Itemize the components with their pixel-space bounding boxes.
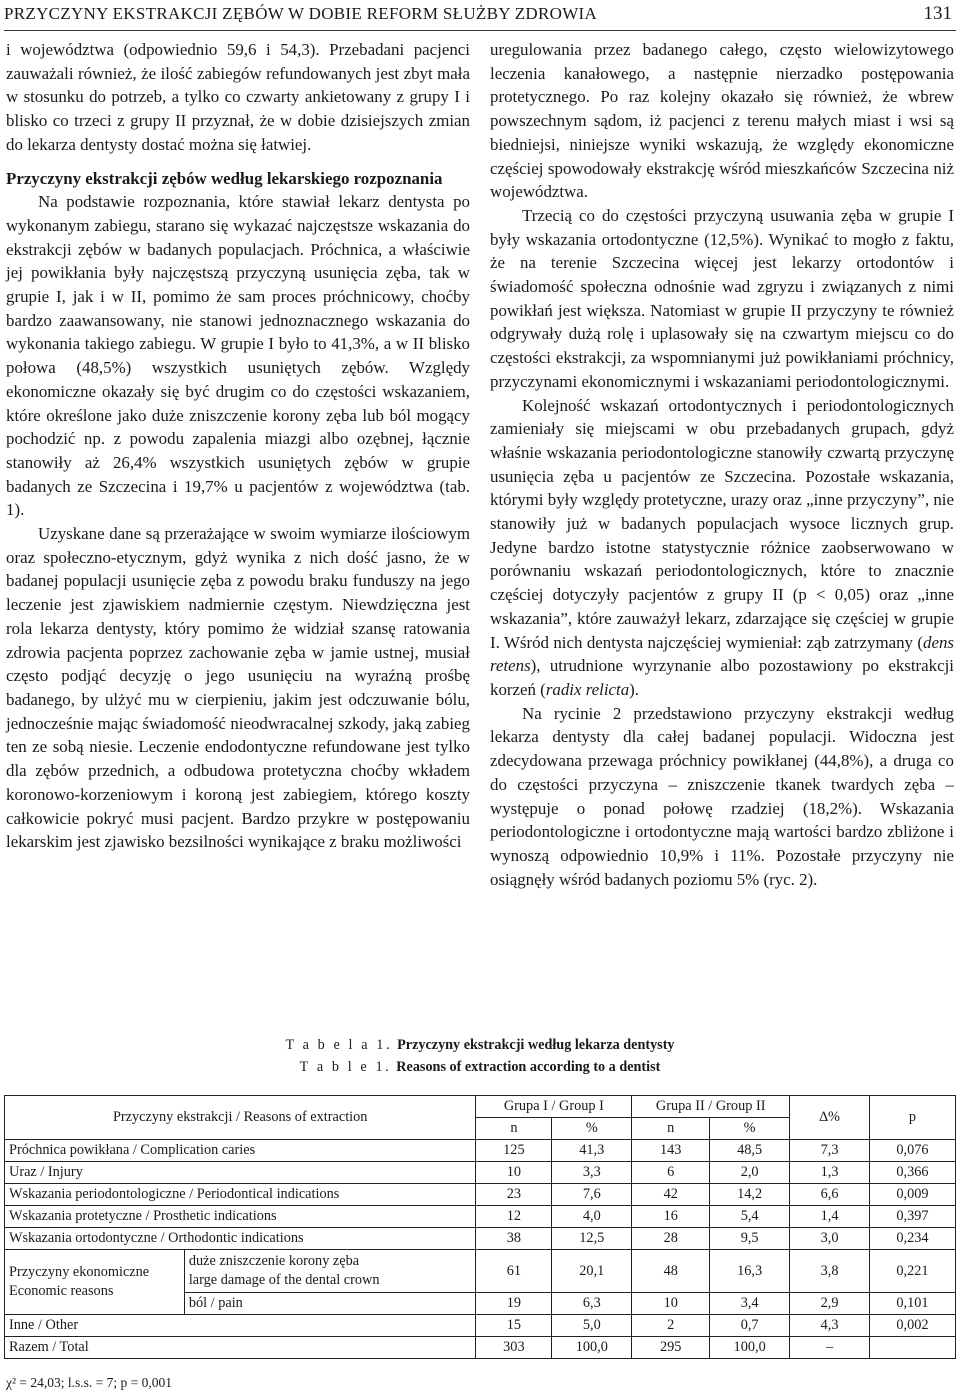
cell-n2: 10	[632, 1293, 710, 1315]
cell-pct1: 12,5	[552, 1228, 632, 1250]
cell-n1: 23	[476, 1184, 552, 1206]
cell-n2: 2	[632, 1315, 710, 1337]
table-row	[5, 1315, 956, 1337]
row-label: Inne / Other	[5, 1315, 476, 1337]
econ-group-label	[5, 1250, 185, 1315]
cell-delta: 3,0	[790, 1228, 870, 1250]
subheader-percent: %	[552, 1118, 632, 1140]
running-title: PRZYCZYNY EKSTRAKCJI ZĘBÓW W DOBIE REFORM SŁUŻBY ZDROWIA	[4, 4, 598, 23]
cell-delta: 2,9	[790, 1293, 870, 1315]
latin-term: radix relicta	[545, 679, 630, 699]
page-number: 131	[923, 3, 952, 24]
cell-n2: 28	[632, 1228, 710, 1250]
header-group-2: Grupa II / Group II	[632, 1096, 790, 1118]
table-footnote: χ² = 24,03; l.s.s. = 7; p = 0,001	[6, 1375, 173, 1390]
cell-n2: 295	[632, 1337, 710, 1359]
table-row	[5, 1184, 956, 1206]
cell-p: 0,221	[870, 1250, 956, 1293]
cell-pct2: 9,5	[710, 1228, 790, 1250]
left-paragraph-3: Uzyskane dane są przerażające w swoim wymiarze ilościowym oraz społeczno-etycznym, gdyż wynika z nich dość jasno, że w badanej populacji usunięcie zęba z powodu braku funduszy na jego leczenie jest zjawiskiem nadmiernie częstym. Niewdzięczna jest rola lekarza dentysty, który pomimo że widział szansę ratowania zdrowia pacjenta poprzez zachowanie zęba w jamie ustnej, musiał często podjąć decyzję o jego usunięciu na wyraźną prośbę badanego, by ulżyć mu w cierpieniu, jakim jest odczuwanie bólu, jednocześnie mając świadomość nieodwracalnej szkody, jaką zabieg ten ze sobą niesie. Leczenie endodontyczne refundowane jest tylko dla zębów przednich, a odbudowa protetyczna choćby wkładem koronowo-korzeniowym i koroną jest zabiegiem, którego koszty całkowicie pokryć musi pacjent. Bardzo przykre w postępowaniu lekarskim jest zjawisko bezsilności wynikające z braku możliwości	[6, 524, 470, 852]
table-row	[5, 1162, 956, 1184]
right-paragraph-1: uregulowania przez badanego całego, często wielowizytowego leczenia kanałowego, a następnie nierzadko postępowania protetycznego. Po raz kolejny okazało się również, że wbrew powszechnym sądom, iż pacjenci z terenu małych miast i wsi są biedniejsi, niniejsze wyniki wskazują, że względy ekonomiczne częściej spowodowały ekstrakcję wśród mieszkańców Szczecina niż województwa.	[490, 40, 954, 202]
latin-term: dens retens	[490, 632, 954, 676]
cell-delta: –	[790, 1337, 870, 1359]
cell-pct2: 0,7	[710, 1315, 790, 1337]
cell-n1: 125	[476, 1140, 552, 1162]
cell-n1: 38	[476, 1228, 552, 1250]
cell-pct2: 16,3	[710, 1250, 790, 1293]
cell-n1: 10	[476, 1162, 552, 1184]
cell-p: 0,076	[870, 1140, 956, 1162]
cell-delta: 3,8	[790, 1250, 870, 1293]
row-label: Wskazania periodontologiczne / Periodontical indications	[5, 1184, 476, 1206]
cell-pct1: 20,1	[552, 1250, 632, 1293]
left-paragraph-2: Na podstawie rozpoznania, które stawiał lekarz dentysta po wykonanym zabiegu, starano się wykazać najczęstsze wskazania do ekstrakcji zębów w badanych populacjach. Próchnica, a właściwie jej powikłania były najczęstszą przyczyną usunięcia zęba, tak w grupie I, jak i w II, pomimo że sam proces próchnicowy, choćby bardzo zaawansowany, nie stanowi jednoznacznego wskazania do wykonania takiego zabiegu. W grupie I było to 41,3%, a w II blisko połowa (48,5%) wszystkich usuniętych zębów. Względy ekonomiczne okazały się być drugim co do częstości wskazaniem, które określone jako duże zniszczenie korony zęba lub ból mogący pochodzić np. z powodu zapalenia miazgi albo ozębnej, łącznie stanowiły aż 26,4% wszystkich usuniętych zębów w grupie badanych ze Szczecina i 19,7% u pacjentów z województwa (tab. 1).	[6, 192, 470, 520]
cell-p: 0,002	[870, 1315, 956, 1337]
row-label: ból / pain	[184, 1293, 476, 1315]
extraction-reasons-table	[4, 1095, 956, 1359]
cell-delta: 6,6	[790, 1184, 870, 1206]
table-caption-en	[0, 1056, 960, 1078]
header-delta: ∆%	[790, 1096, 870, 1140]
caption-text-pl: Przyczyny ekstrakcji według lekarza dentysty	[397, 1037, 675, 1053]
cell-pct2: 3,4	[710, 1293, 790, 1315]
cell-delta: 1,3	[790, 1162, 870, 1184]
cell-pct1: 6,3	[552, 1293, 632, 1315]
subheader-n: n	[476, 1118, 552, 1140]
cell-p: 0,101	[870, 1293, 956, 1315]
cell-pct1: 41,3	[552, 1140, 632, 1162]
sub-label-pl: duże zniszczenie korony zęba	[188, 1253, 360, 1269]
header-group-1: Grupa I / Group I	[476, 1096, 632, 1118]
cell-pct2: 14,2	[710, 1184, 790, 1206]
text-run: ), utrudnione wyrzynanie albo pozostawiony po ekstrakcji korzeń (	[490, 656, 954, 699]
right-paragraph-2: Trzecią co do częstości przyczyną usuwania zęba w grupie I były wskazania ortodontyczne (12,5%). Wynikać to mogło z faktu, że na terenie Szczecina więcej jest lekarzy ortodontów i świadomość społeczna odnośnie wad zgryzu i związanych z nimi powikłań jest większa. Natomiast w grupie II przyczyny te również odgrywały dużą rolę i uplasowały się na czwartym miejscu co do częstości ekstrakcji, za wspomnianymi już powikłaniami próchnicy, przyczynami ekonomicznymi i wskazaniami periodontologicznymi.	[490, 205, 954, 391]
cell-pct1: 7,6	[552, 1184, 632, 1206]
right-column	[490, 38, 954, 891]
table-caption-pl	[0, 1034, 960, 1056]
cell-pct2: 5,4	[710, 1206, 790, 1228]
caption-text-en: Reasons of extraction according to a dentist	[396, 1059, 661, 1075]
row-label: Wskazania ortodontyczne / Orthodontic indications	[5, 1228, 476, 1250]
cell-n1: 15	[476, 1315, 552, 1337]
cell-p: 0,009	[870, 1184, 956, 1206]
table-label-en: T a b l e 1.	[299, 1059, 392, 1075]
cell-n2: 16	[632, 1206, 710, 1228]
cell-n1: 61	[476, 1250, 552, 1293]
cell-pct1: 100,0	[552, 1337, 632, 1359]
cell-n1: 12	[476, 1206, 552, 1228]
row-label: Próchnica powikłana / Complication caries	[5, 1140, 476, 1162]
cell-pct1: 4,0	[552, 1206, 632, 1228]
cell-pct2: 100,0	[710, 1337, 790, 1359]
subheader-percent: %	[710, 1118, 790, 1140]
cell-n2: 6	[632, 1162, 710, 1184]
cell-delta: 4,3	[790, 1315, 870, 1337]
table-caption	[0, 1034, 960, 1078]
row-label: Wskazania protetyczne / Prosthetic indications	[5, 1206, 476, 1228]
cell-n1: 19	[476, 1293, 552, 1315]
cell-pct2: 2,0	[710, 1162, 790, 1184]
cell-delta: 1,4	[790, 1206, 870, 1228]
cell-p: 0,234	[870, 1228, 956, 1250]
row-label: Uraz / Injury	[5, 1162, 476, 1184]
left-column	[6, 38, 470, 854]
econ-label-pl: Przyczyny ekonomiczne	[9, 1264, 150, 1280]
text-run: Kolejność wskazań ortodontycznych i periodontologicznych zamieniały się miejscami w obu przebadanych grupach, gdyż właśnie wskazania periodontologiczne stanowiły czwartą przyczynę usunięcia zęba u pacjentów ze Szczecina. Pozostałe wskazania, którymi były względy protetyczne, urazy oraz „inne przyczyny”, nie stanowiły już w badanych populacjach wysoce licznych grup. Jedyne bardzo istotne statystycznie różnice zaobserwowano w porównaniu wskazań periodontologicznych, które to znacznie częściej dotyczyły pacjentów z grupy II (p < 0,05) oraz „inne wskazania”, które zauważył lekarz, zdarzające się częściej w grupie I. Wśród nich dentysta najczęściej wymieniał: ząb zatrzymany (	[490, 395, 954, 652]
cell-pct1: 5,0	[552, 1315, 632, 1337]
table-row-total	[5, 1337, 956, 1359]
cell-delta: 7,3	[790, 1140, 870, 1162]
cell-pct2: 48,5	[710, 1140, 790, 1162]
table-row	[5, 1140, 956, 1162]
left-paragraph-1: i województwa (odpowiednio 59,6 i 54,3). Przebadani pacjenci zauważali również, że ilość zabiegów refundowanych jest zbyt mała w stosunku do potrzeb, a tylko co czwarty ankietowany z grupy I i blisko co trzeci z grupy II przyznał, że w dobie dzisiejszych zmian do lekarza dentysty dostać można się łatwiej.	[6, 40, 470, 154]
cell-n1: 303	[476, 1337, 552, 1359]
running-header	[4, 0, 956, 31]
table-row	[5, 1228, 956, 1250]
table-row	[5, 1250, 956, 1293]
econ-label-en: Economic reasons	[9, 1283, 114, 1299]
sub-label-en: large damage of the dental crown	[188, 1272, 380, 1288]
subheader-n: n	[632, 1118, 710, 1140]
cell-n2: 143	[632, 1140, 710, 1162]
header-p: p	[870, 1096, 956, 1140]
row-label	[184, 1250, 476, 1293]
cell-p: 0,397	[870, 1206, 956, 1228]
table-row	[5, 1206, 956, 1228]
cell-p: 0,366	[870, 1162, 956, 1184]
section-heading: Przyczyny ekstrakcji zębów według lekarskiego rozpoznania	[6, 168, 443, 188]
row-label: Razem / Total	[5, 1337, 476, 1359]
cell-p	[870, 1337, 956, 1359]
cell-pct1: 3,3	[552, 1162, 632, 1184]
table-header-row	[5, 1096, 956, 1118]
cell-n2: 42	[632, 1184, 710, 1206]
table-label-pl: T a b e l a 1.	[285, 1037, 393, 1053]
header-reason: Przyczyny ekstrakcji / Reasons of extraction	[5, 1096, 476, 1140]
cell-n2: 48	[632, 1250, 710, 1293]
right-paragraph-3	[490, 394, 954, 702]
text-run: ).	[629, 679, 640, 699]
right-paragraph-4: Na rycinie 2 przedstawiono przyczyny ekstrakcji według lekarza dentysty dla całej badanej populacji. Widoczna jest zdecydowana przewaga próchnicy powikłanej (44,8%), a druga co do częstości przyczyna – zniszczenie tkanek twardych zęba – występuje o ponad połowę rzadziej (18,2%). Wskazania periodontologiczne i ortodontyczne mają wartości bardzo zbliżone i wynoszą odpowiednio 10,9% i 11%. Pozostałe przyczyny nie osiągnęły wśród badanych poziomu 5% (ryc. 2).	[490, 703, 954, 889]
